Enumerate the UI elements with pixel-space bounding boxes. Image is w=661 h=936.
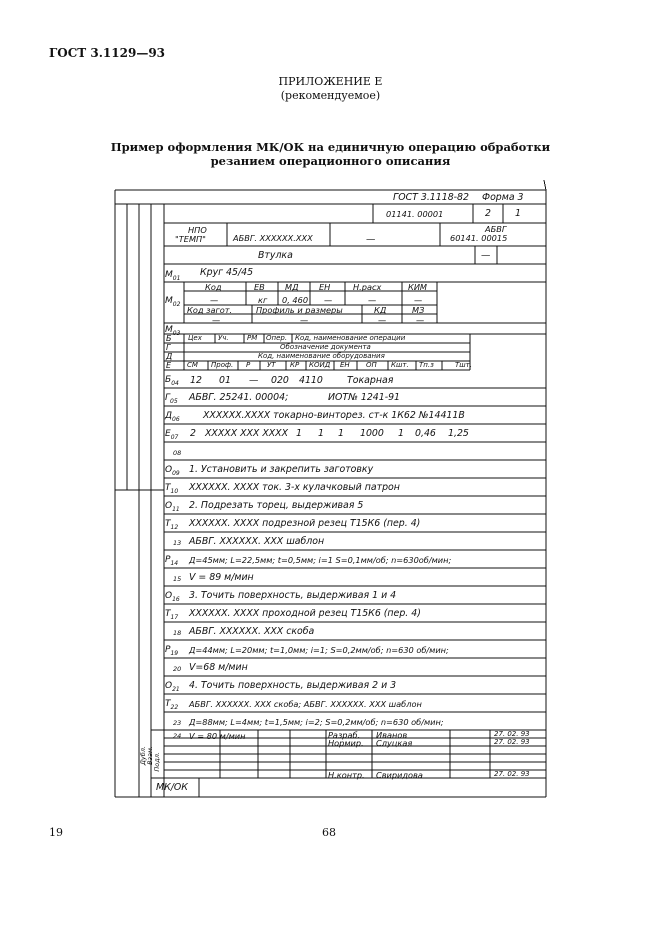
e07-tsht: 1,25 [448, 428, 469, 439]
row-label-a: Б [166, 334, 172, 343]
m02-header-md: МД [285, 282, 299, 292]
header-e-en: ЕН [340, 361, 350, 369]
e07-sm: 2 [190, 428, 196, 439]
organization-line-1: НПО [188, 225, 207, 235]
row-label-e07: $Е_{07}$ [165, 429, 179, 441]
normir-label: Нормир. [328, 738, 364, 748]
m02-header-ev: ЕВ [254, 282, 265, 292]
row-label-d: Д [166, 352, 173, 361]
g05-document: АБВГ. 25241. 00004; [189, 392, 289, 403]
row-label-m03: $М_{03}$ [165, 325, 181, 337]
drawing-dash: — [366, 234, 376, 245]
row-label-m02: $М_{02}$ [165, 296, 181, 308]
b04-rm: — [249, 375, 259, 386]
nkontr-name: Свиридова [376, 770, 423, 780]
row-label-18: 18 [173, 629, 182, 637]
sheets-count: 2 [485, 208, 491, 219]
header-b-document: Обозначение документа [280, 343, 371, 351]
appendix-title: ПРИЛОЖЕНИЕ Е [278, 75, 383, 88]
row-label-t17: $Т_{17}$ [165, 609, 179, 621]
zag-header-code: Код загот. [187, 305, 233, 315]
o21-transition: 4. Точить поверхность, выдерживая 2 и 3 [189, 680, 397, 691]
d06-equipment: XXXXXX.XXXX токарно-винторез. ст-к 1К62 №14411В [203, 410, 465, 421]
caption-line-1: Пример оформления МК/ОК на единичную операцию обработки [110, 140, 551, 154]
form-gost-number: ГОСТ 3.1118-82 [393, 192, 469, 203]
r15-speed: V = 89 м/мин [189, 572, 254, 583]
m02-header-en: ЕН [319, 282, 331, 292]
header-a-operation-name: Код, наименование операции [295, 334, 406, 342]
side-label-dubl: Дубл. [139, 746, 147, 766]
zag-value-mz: — [416, 315, 425, 325]
part-name: Втулка [258, 250, 293, 261]
right-code-line-1: АБВГ [485, 224, 507, 234]
form-type-label: Форма 3 [482, 192, 524, 203]
row-label-t10: $Т_{10}$ [165, 483, 179, 495]
p19-modes: Д=44мм; L=20мм; t=1,0мм; i=1; S=0,2мм/об; n=630 об/мин; [189, 645, 449, 655]
zag-header-mz: МЗ [412, 305, 425, 315]
row-label-b04: $Б_{04}$ [165, 375, 179, 387]
standard-number: ГОСТ 3.1129—93 [49, 46, 166, 60]
header-e-koid: КОИД [309, 361, 331, 369]
b04-uch: 01 [219, 375, 231, 386]
g05-instruction: ИОТ№ 1241-91 [328, 392, 401, 403]
appendix-subtitle: (рекомендуемое) [280, 89, 381, 102]
side-label-podl: Подл. [153, 752, 161, 772]
b04-ceh: 12 [190, 375, 202, 386]
drawing-number: АБВГ. XXXXXX.XXX [233, 233, 313, 243]
m02-value-kim: — [414, 295, 423, 305]
row-label-m01: $М_{01}$ [165, 270, 181, 282]
part-dash: — [481, 250, 491, 261]
m02-header-code: Код [205, 282, 222, 292]
razrab-date: 27. 02. 93 [494, 730, 530, 738]
t12-tooling: XXXXXX. XXXX подрезной резец Т15К6 (пер. 4) [189, 518, 421, 529]
r20-speed: V=68 м/мин [189, 662, 248, 673]
m02-header-kim: КИМ [408, 282, 428, 292]
nkontr-label: Н.контр. [328, 770, 365, 780]
document-code: 01141. 00001 [386, 209, 444, 219]
m02-value-code: — [210, 295, 219, 305]
row-label-13: 13 [173, 539, 182, 547]
b04-operation-name: Токарная [347, 375, 394, 386]
b04-oper: 020 [271, 375, 289, 386]
side-label-vzam: Взам. [146, 746, 154, 765]
razrab-label: Разраб. [328, 730, 361, 740]
zag-value-profile: — [300, 315, 309, 325]
row-label-15: 15 [173, 575, 182, 583]
caption-line-2: резанием операционного описания [210, 154, 451, 168]
row-label-g05: $Г_{05}$ [165, 393, 178, 405]
row-label-p14: $Р_{14}$ [165, 555, 179, 567]
page-number-left: 19 [49, 826, 63, 839]
row-label-o21: $О_{21}$ [165, 681, 180, 693]
o16-transition: 3. Точить поверхность, выдерживая 1 и 4 [189, 590, 397, 601]
e07-koid: 1 [318, 428, 324, 439]
e07-tpz: 0,46 [415, 428, 436, 439]
m02-value-nrash: — [368, 295, 377, 305]
header-e-tsht: Тшт. [455, 361, 472, 369]
header-e-op: ОП [366, 361, 377, 369]
t17-tooling: XXXXXX. XXXX проходной резец Т15К6 (пер. 4) [189, 608, 421, 619]
zag-value-kd: — [378, 315, 387, 325]
m02-header-nrash: Н.расх [353, 282, 382, 292]
header-d-equipment: Код, наименование оборудования [258, 352, 385, 360]
header-e-ut: УТ [267, 361, 276, 369]
zag-header-profile: Профиль и размеры [256, 305, 343, 315]
e07-kr: 1 [296, 428, 302, 439]
zag-value-code: — [212, 315, 221, 325]
o09-transition: 1. Установить и закрепить заготовку [189, 464, 374, 475]
row-label-e: Е [166, 361, 172, 370]
row-label-o09: $О_{09}$ [165, 465, 180, 477]
m01-material: Круг 45/45 [200, 267, 254, 278]
row-label-t22: $Т_{22}$ [165, 699, 179, 711]
o11-transition: 2. Подрезать торец, выдерживая 5 [189, 500, 364, 511]
razrab-name: Иванов [376, 730, 408, 740]
row-label-d06: $Д_{06}$ [165, 411, 180, 423]
m02-value-en: — [324, 295, 333, 305]
page-number-center: 68 [322, 826, 336, 839]
row-label-o11: $О_{11}$ [165, 501, 180, 513]
t13-tooling: АБВГ. XXXXXX. XXX шаблон [189, 536, 325, 547]
header-a-ceh: Цех [188, 334, 202, 342]
row-label-23: 23 [173, 719, 182, 727]
b04-code: 4110 [299, 375, 323, 386]
header-a-rm: РМ [247, 334, 258, 342]
e07-op: 1000 [360, 428, 384, 439]
r23-modes: Д=88мм; L=4мм; t=1,5мм; i=2; S=0,2мм/об; n=630 об/мин; [189, 717, 444, 727]
e07-ksht: 1 [398, 428, 404, 439]
header-e-tpz: Тп.з [419, 361, 434, 369]
t10-tooling: XXXXXX. XXXX ток. 3-х кулачковый патрон [189, 482, 400, 493]
row-label-b: Г [166, 343, 171, 352]
normir-date: 27. 02. 93 [494, 738, 530, 746]
header-a-uch: Уч. [218, 334, 229, 342]
sheet-number: 1 [515, 208, 521, 219]
p14-modes: Д=45мм; L=22,5мм; t=0,5мм; i=1 S=0,1мм/об; n=630об/мин; [189, 555, 452, 565]
m02-value-md: 0, 460 [282, 295, 309, 305]
right-code-line-2: 60141. 00015 [450, 233, 508, 243]
header-e-prof: Проф. [211, 361, 234, 369]
header-e-ksht: Кшт. [391, 361, 409, 369]
r24-speed: V = 80 м/мин [189, 731, 246, 741]
row-label-t12: $Т_{12}$ [165, 519, 179, 531]
normir-name: Слуцкая [376, 738, 413, 748]
row-label-24: 24 [173, 732, 182, 740]
row-label-08: 08 [173, 449, 182, 457]
row-label-o16: $О_{16}$ [165, 591, 180, 603]
row-label-p19: $Р_{19}$ [165, 645, 179, 657]
nkontr-date: 27. 02. 93 [494, 770, 530, 778]
header-e-r: Р [246, 361, 251, 369]
zag-header-kd: КД [374, 305, 387, 315]
form-type-code: МК/ОК [156, 782, 188, 793]
header-e-kr: КР [290, 361, 300, 369]
e07-prof: XXXXX XXX XXXX [205, 428, 289, 439]
row-label-20: 20 [173, 665, 182, 673]
r18-tooling: АБВГ. XXXXXX. XXX скоба [189, 626, 315, 637]
m02-value-ev: кг [258, 295, 268, 305]
e07-en: 1 [338, 428, 344, 439]
organization-line-2: "ТЕМП" [175, 234, 206, 244]
header-e-sm: СМ [187, 361, 198, 369]
header-a-oper: Опер. [266, 334, 288, 342]
t22-tooling: АБВГ. XXXXXX. XXX скоба; АБВГ. XXXXXX. XXX шаблон [189, 699, 422, 709]
